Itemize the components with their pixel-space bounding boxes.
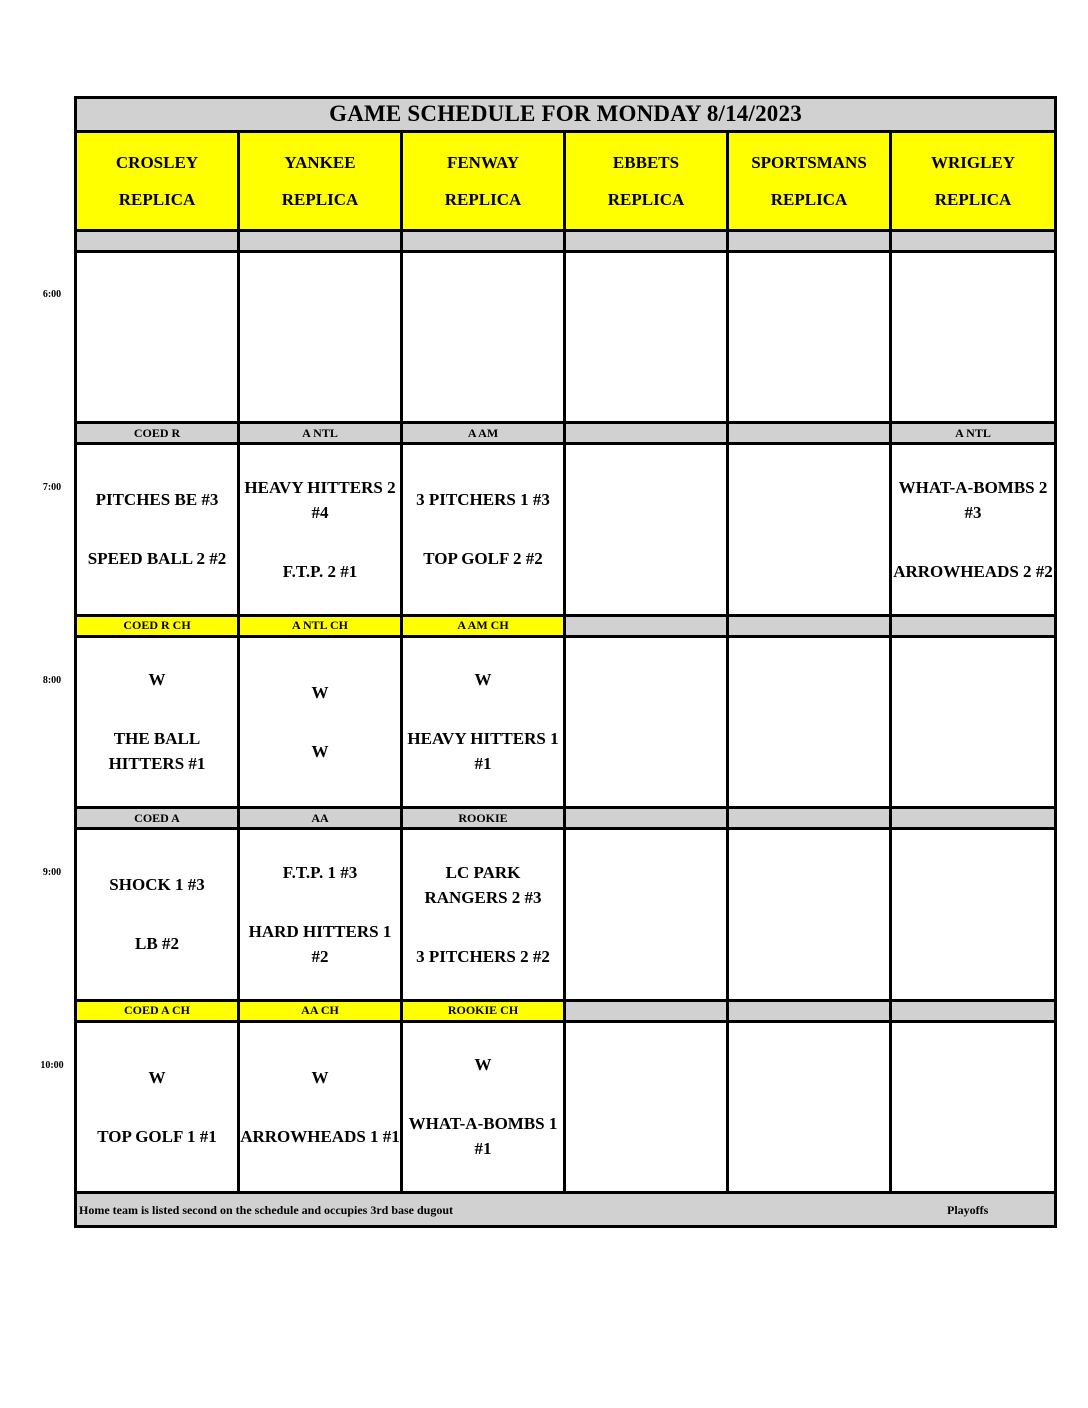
schedule-title: GAME SCHEDULE FOR MONDAY 8/14/2023 (76, 98, 1056, 132)
matchup (240, 1065, 400, 1149)
game-cell (76, 829, 239, 1001)
division-label: A AM (402, 423, 565, 444)
game-cell (239, 251, 402, 423)
game-cell (402, 636, 565, 808)
home-team-note: Home team is listed second on the schedule and occupies 3rd base dugout (79, 1203, 454, 1218)
away-team: W (311, 682, 329, 702)
time-label-9: 9:00 (42, 867, 62, 878)
field-header (891, 131, 1056, 230)
division-label (565, 615, 728, 636)
division-row (76, 615, 1056, 636)
home-team: HARD HITTERS 1 #2 (248, 921, 392, 966)
game-cell (76, 1021, 239, 1193)
away-team: PITCHES BE #3 (95, 490, 219, 510)
game-slot-row (76, 636, 1056, 808)
division-label (728, 808, 891, 829)
division-label (728, 230, 891, 251)
division-label (565, 1000, 728, 1021)
away-team: SHOCK 1 #3 (109, 875, 205, 895)
away-team: LC PARK RANGERS 2 #3 (424, 862, 542, 907)
game-slot-row (76, 829, 1056, 1001)
game-cell (76, 636, 239, 808)
game-cell (239, 829, 402, 1001)
game-cell (402, 829, 565, 1001)
game-cell (402, 1021, 565, 1193)
away-team: W (148, 670, 166, 690)
game-slot-row (76, 444, 1056, 616)
footer-row (76, 1193, 1056, 1227)
time-label-10: 10:00 (40, 1060, 64, 1071)
home-team: TOP GOLF 1 #1 (97, 1126, 217, 1146)
home-team: LB #2 (135, 934, 179, 954)
division-label (891, 615, 1056, 636)
division-label: ROOKIE (402, 808, 565, 829)
division-label (565, 808, 728, 829)
matchup (403, 667, 563, 776)
game-cell (76, 444, 239, 616)
game-cell (565, 444, 728, 616)
time-label-6: 6:00 (42, 289, 62, 300)
field-name: CROSLEY (115, 152, 199, 172)
division-label (891, 808, 1056, 829)
game-cell (239, 1021, 402, 1193)
division-label (402, 230, 565, 251)
field-name: YANKEE (284, 152, 356, 172)
division-label (728, 423, 891, 444)
matchup (77, 1065, 237, 1149)
division-label (565, 230, 728, 251)
game-cell (891, 444, 1056, 616)
division-label: COED A CH (76, 1000, 239, 1021)
game-cell (891, 1021, 1056, 1193)
matchup (240, 475, 400, 584)
division-label: A NTL (891, 423, 1056, 444)
division-label: ROOKIE CH (402, 1000, 565, 1021)
division-label (728, 615, 891, 636)
field-header (76, 131, 239, 230)
division-row (76, 1000, 1056, 1021)
matchup (77, 667, 237, 776)
field-subtitle: REPLICA (281, 189, 359, 209)
home-team: W (311, 741, 329, 761)
home-team: THE BALL HITTERS #1 (108, 729, 206, 774)
game-slot-row (76, 251, 1056, 423)
field-header (402, 131, 565, 230)
field-subtitle: REPLICA (118, 189, 196, 209)
division-label (891, 230, 1056, 251)
away-team: W (474, 670, 492, 690)
matchup (240, 680, 400, 764)
away-team: F.T.P. 1 #3 (282, 862, 358, 882)
game-cell (728, 444, 891, 616)
away-team: W (148, 1067, 166, 1087)
field-header-row (76, 131, 1056, 230)
matchup (77, 872, 237, 956)
matchup (403, 1052, 563, 1161)
game-cell (239, 636, 402, 808)
division-label: AA CH (239, 1000, 402, 1021)
home-team: HEAVY HITTERS 1 #1 (407, 729, 559, 774)
field-subtitle: REPLICA (934, 189, 1012, 209)
game-cell (402, 251, 565, 423)
field-header (565, 131, 728, 230)
field-name: FENWAY (446, 152, 520, 172)
away-team: W (311, 1067, 329, 1087)
game-cell (402, 444, 565, 616)
division-label: AA (239, 808, 402, 829)
home-team: ARROWHEADS 1 #1 (240, 1126, 400, 1146)
game-cell (565, 1021, 728, 1193)
division-label: COED R CH (76, 615, 239, 636)
home-team: F.T.P. 2 #1 (282, 561, 358, 581)
away-team: WHAT-A-BOMBS 2 #3 (898, 477, 1048, 522)
field-subtitle: REPLICA (770, 189, 848, 209)
matchup (892, 475, 1054, 584)
home-team: 3 PITCHERS 2 #2 (416, 946, 550, 966)
division-row (76, 808, 1056, 829)
schedule-table (74, 96, 1057, 1228)
division-label: A NTL (239, 423, 402, 444)
away-team: 3 PITCHERS 1 #3 (416, 490, 550, 510)
division-label: A NTL CH (239, 615, 402, 636)
field-header (239, 131, 402, 230)
game-cell (565, 636, 728, 808)
game-cell (239, 444, 402, 616)
matchup (403, 487, 563, 571)
game-cell (891, 251, 1056, 423)
home-team: TOP GOLF 2 #2 (423, 549, 543, 569)
time-label-7: 7:00 (42, 482, 62, 493)
field-name: EBBETS (612, 152, 680, 172)
division-row (76, 423, 1056, 444)
time-label-8: 8:00 (42, 675, 62, 686)
matchup (77, 487, 237, 571)
division-label (239, 230, 402, 251)
field-subtitle: REPLICA (607, 189, 685, 209)
field-subtitle: REPLICA (444, 189, 522, 209)
away-team: W (474, 1055, 492, 1075)
matchup (403, 860, 563, 969)
field-header (728, 131, 891, 230)
division-label: COED R (76, 423, 239, 444)
field-name: WRIGLEY (930, 152, 1016, 172)
game-cell (76, 251, 239, 423)
game-cell (728, 251, 891, 423)
playoffs-legend: Playoffs (947, 1203, 989, 1218)
home-team: ARROWHEADS 2 #2 (893, 561, 1053, 581)
division-label (76, 230, 239, 251)
game-cell (891, 636, 1056, 808)
field-name: SPORTSMANS (751, 152, 867, 172)
game-cell (565, 829, 728, 1001)
matchup (240, 860, 400, 969)
home-team: SPEED BALL 2 #2 (87, 549, 227, 569)
game-cell (728, 829, 891, 1001)
game-cell (565, 251, 728, 423)
division-label (891, 1000, 1056, 1021)
division-label: A AM CH (402, 615, 565, 636)
division-label: COED A (76, 808, 239, 829)
game-cell (728, 1021, 891, 1193)
game-cell (891, 829, 1056, 1001)
division-label (565, 423, 728, 444)
game-slot-row (76, 1021, 1056, 1193)
division-row (76, 230, 1056, 251)
division-label (728, 1000, 891, 1021)
game-cell (728, 636, 891, 808)
home-team: WHAT-A-BOMBS 1 #1 (408, 1114, 558, 1159)
footer-cell (76, 1193, 1056, 1227)
away-team: HEAVY HITTERS 2 #4 (244, 477, 396, 522)
